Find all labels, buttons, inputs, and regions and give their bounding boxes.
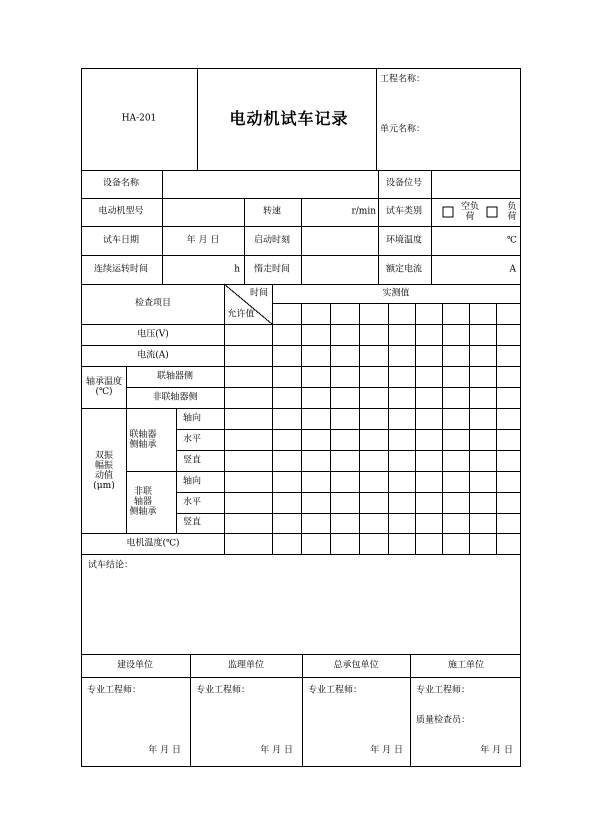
coupling-horizontal-label: 水平 <box>182 434 202 445</box>
engineer-label-construction: 专业工程师： <box>87 685 142 696</box>
coupling-bearing-label: 联轴器 侧轴承 <box>129 430 157 450</box>
coupling-side-label: 联轴器侧 <box>156 371 194 382</box>
test-date-placeholder: 年 月 日 <box>186 235 220 246</box>
continuous-run-time-label: 连续运转时间 <box>93 264 149 275</box>
vibration-label: 双振 幅振 动值 (μm) <box>93 451 115 491</box>
speed-unit: r/min <box>351 206 376 217</box>
form-title: 电动机试车记录 <box>229 109 349 128</box>
unit-name-label: 单元名称： <box>380 124 426 135</box>
current-label: 电流(A) <box>137 350 169 361</box>
non-coupling-side-label: 非联轴器侧 <box>152 392 198 403</box>
engineer-label-supervision: 专业工程师： <box>196 685 251 696</box>
non-coupling-vertical-label: 竖直 <box>182 517 202 528</box>
date-supervision: 年 月 日 <box>260 745 293 756</box>
motor-model-label: 电动机型号 <box>98 206 144 217</box>
allowed-value-label: 允许值 <box>227 309 255 320</box>
form-code: HA-201 <box>121 113 157 124</box>
contractor-unit-header: 施工单位 <box>447 660 485 671</box>
ambient-temp-unit: ℃ <box>506 235 517 246</box>
engineer-label-general: 专业工程师： <box>308 685 363 696</box>
general-contractor-header: 总承包单位 <box>333 660 379 671</box>
non-coupling-axial-label: 轴向 <box>182 476 202 487</box>
date-contractor: 年 月 日 <box>480 745 513 756</box>
test-date-label: 试车日期 <box>102 235 140 246</box>
test-type-label: 试车类别 <box>385 206 423 217</box>
voltage-label: 电压(V) <box>137 329 169 340</box>
time-label: 时间 <box>249 288 269 299</box>
equipment-position-label: 设备位号 <box>385 178 423 189</box>
measured-value-header: 实测值 <box>382 288 410 299</box>
load-checkbox[interactable] <box>487 207 498 218</box>
hour-unit: h <box>234 264 240 275</box>
no-load-label: 空负 荷 <box>460 202 480 222</box>
date-construction: 年 月 日 <box>148 745 181 756</box>
non-coupling-bearing-label: 非联 轴器 侧轴承 <box>129 487 157 517</box>
rated-current-label: 额定电流 <box>385 264 423 275</box>
construction-unit-header: 建设单位 <box>116 660 154 671</box>
conclusion-label: 试车结论： <box>88 560 134 571</box>
bearing-temp-label: 轴承温度 (℃) <box>85 377 123 397</box>
speed-label: 转速 <box>262 206 282 217</box>
non-coupling-horizontal-label: 水平 <box>182 497 202 508</box>
ambient-temp-label: 环境温度 <box>385 235 423 246</box>
coast-time-label: 惰走时间 <box>253 264 291 275</box>
supervision-unit-header: 监理单位 <box>227 660 265 671</box>
motor-temp-label: 电机温度(℃) <box>126 538 180 549</box>
load-label: 负 荷 <box>507 202 517 222</box>
current-unit: A <box>509 264 516 275</box>
engineer-label-contractor: 专业工程师： <box>416 685 471 696</box>
quality-inspector-label: 质量检查员： <box>416 715 471 726</box>
no-load-checkbox[interactable] <box>443 207 454 218</box>
date-general: 年 月 日 <box>370 745 403 756</box>
coupling-axial-label: 轴向 <box>182 413 202 424</box>
project-name-label: 工程名称： <box>380 74 426 85</box>
inspection-item-header: 检查项目 <box>134 298 172 309</box>
coupling-vertical-label: 竖直 <box>182 455 202 466</box>
equipment-name-label: 设备名称 <box>102 178 140 189</box>
start-time-label: 启动时刻 <box>253 235 291 246</box>
